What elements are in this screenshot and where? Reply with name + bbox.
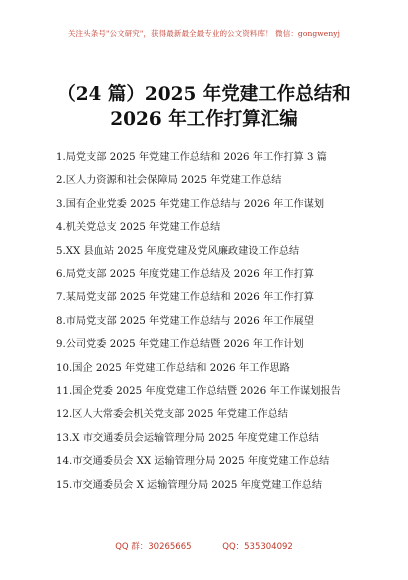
- document-title: （24 篇）2025 年党建工作总结和 2026 年工作打算汇编: [57, 84, 351, 130]
- toc-item-4: 4.机关党总支 2025 年党建工作总结: [56, 222, 221, 234]
- toc-item-5: 5.XX 县血站 2025 年度党建及党风廉政建设工作总结: [56, 245, 300, 257]
- toc-item-14: 14.市交通委员会 XX 运输管理分局 2025 年度党建工作总结: [56, 456, 330, 468]
- toc-item-2: 2.区人力资源和社会保障局 2025 年党建工作总结: [56, 175, 282, 187]
- toc-item-7: 7.某局党支部 2025 年党建工作总结和 2026 年工作打算: [56, 292, 314, 304]
- table-of-contents: [56, 146, 356, 497]
- toc-item-8: 8.市局党支部 2025 年党建工作总结与 2026 年工作展望: [56, 315, 314, 327]
- footer-qq: QQ：535304092: [222, 542, 293, 552]
- toc-item-1: 1.局党支部 2025 年党建工作总结和 2026 年工作打算 3 篇: [56, 152, 327, 163]
- toc-item-11: 11.国企党委 2025 年度党建工作总结暨 2026 年工作谋划报告: [56, 386, 341, 398]
- toc-item-12: 12.区人大常委会机关党支部 2025 年党建工作总结: [56, 409, 288, 421]
- footer: [0, 540, 408, 552]
- footer-qq-group: QQ 群：30265665: [115, 542, 192, 552]
- header-note: 关注头条号"公文研究"，获得最新最全最专业的公文资料库！ 微信：gongwenyj: [67, 29, 341, 38]
- toc-item-3: 3.国有企业党委 2025 年党建工作总结与 2026 年工作谋划: [56, 198, 325, 210]
- toc-item-9: 9.公司党委 2025 年党建工作总结暨 2026 年工作计划: [56, 339, 304, 351]
- toc-item-13: 13.X 市交通委员会运输管理分局 2025 年度党建工作总结: [56, 432, 319, 444]
- toc-item-6: 6.局党支部 2025 年度党建工作总结及 2026 年工作打算: [56, 269, 314, 281]
- toc-item-15: 15.市交通委员会 X 运输管理分局 2025 年度党建工作总结: [56, 479, 323, 491]
- toc-item-10: 10.国企 2025 年党建工作总结和 2026 年工作思路: [56, 362, 290, 374]
